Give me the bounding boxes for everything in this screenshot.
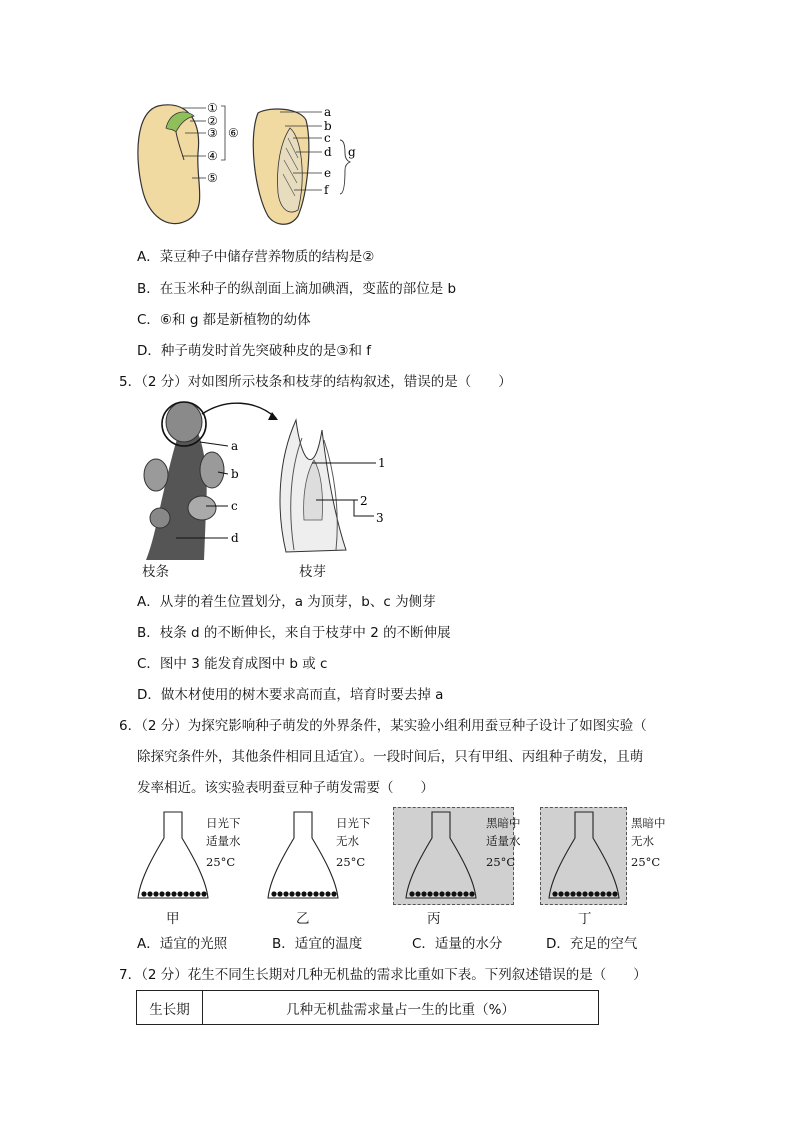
- label-c: c: [324, 131, 331, 145]
- caption-twig: 枝条: [142, 564, 169, 580]
- flask-bing-name: 丙: [427, 911, 441, 927]
- q4-option-d: D．种子萌发时首先突破种皮的是③和 f: [137, 343, 372, 359]
- twig-label-d: d: [231, 531, 239, 545]
- caption-bud: 枝芽: [299, 564, 326, 580]
- flask-yi-name: 乙: [296, 911, 310, 927]
- flask-yi-cond2: 无水: [336, 834, 359, 848]
- flask-jia-cond2: 适量水: [206, 834, 241, 848]
- q6-option-a: A．适宜的光照: [137, 936, 228, 952]
- label-b: b: [324, 119, 332, 133]
- q4-option-a: A．菜豆种子中储存营养物质的结构是②: [137, 249, 375, 265]
- q6-option-b: B．适宜的温度: [272, 936, 363, 952]
- q6-stem-line-1: 6．（2 分）为探究影响种子萌发的外界条件，某实验小组利用蚕豆种子设计了如图实验（: [119, 718, 647, 734]
- q7-stem: 7．（2 分）花生不同生长期对几种无机盐的需求比重如下表。下列叙述错误的是（ ）: [119, 967, 647, 983]
- q5-option-c: C．图中 3 能发育成图中 b 或 c: [137, 656, 328, 672]
- label-g: g: [348, 145, 356, 159]
- flask-bing-cond2: 适量水: [486, 834, 521, 848]
- header-mineral-ratio: 几种无机盐需求量占一生的比重（%）: [203, 991, 599, 1025]
- label-3: ③: [207, 126, 218, 140]
- flask-bing-cond1: 黑暗中: [486, 816, 521, 830]
- label-d: d: [324, 145, 332, 159]
- flask-yi-temp: 25°C: [336, 855, 366, 869]
- flask-jia-cond1: 日光下: [206, 816, 241, 830]
- label-f: f: [324, 183, 329, 197]
- label-2: ②: [207, 114, 218, 128]
- twig-label-b: b: [231, 467, 239, 481]
- twig-bud-diagram: [136, 400, 396, 560]
- q6-option-d: D．充足的空气: [546, 936, 638, 952]
- flask-jia-temp: 25°C: [206, 855, 236, 869]
- table-header-row: [137, 991, 599, 1025]
- q5-stem: 5．（2 分）对如图所示枝条和枝芽的结构叙述，错误的是（ ）: [119, 374, 512, 390]
- label-6: ⑥: [228, 126, 239, 140]
- q5-option-d: D．做木材使用的树木要求高而直，培育时要去掉 a: [137, 687, 444, 703]
- q6-option-c: C．适量的水分: [412, 936, 503, 952]
- flask-ding-temp: 25°C: [631, 855, 661, 869]
- q6-stem-line-3: 发率相近。该实验表明蚕豆种子萌发需要（ ）: [137, 780, 434, 796]
- label-e: e: [324, 166, 332, 180]
- label-1: ①: [207, 101, 218, 115]
- twig-label-a: a: [231, 439, 239, 453]
- q5-option-b: B．枝条 d 的不断伸长，来自于枝芽中 2 的不断伸展: [137, 625, 451, 641]
- q4-option-c: C．⑥和 g 都是新植物的幼体: [137, 312, 311, 328]
- bud-label-3: 3: [376, 511, 384, 525]
- flask-bing-temp: 25°C: [486, 855, 516, 869]
- header-growth-stage: 生长期: [137, 991, 203, 1025]
- q6-stem-line-2: 除探究条件外，其他条件相同且适宜）。一段时间后，只有甲组、丙组种子萌发，且萌: [137, 749, 644, 765]
- q7-table: [136, 990, 599, 1025]
- bud-label-2: 2: [360, 494, 368, 508]
- q4-option-b: B．在玉米种子的纵剖面上滴加碘酒，变蓝的部位是 b: [137, 281, 457, 297]
- flask-ding-cond2: 无水: [631, 834, 654, 848]
- label-5: ⑤: [207, 171, 218, 185]
- bud-label-1: 1: [378, 456, 386, 470]
- flask-yi-cond1: 日光下: [336, 816, 371, 830]
- twig-label-c: c: [231, 499, 238, 513]
- label-4: ④: [207, 149, 218, 163]
- flask-ding-name: 丁: [578, 911, 592, 927]
- seed-diagrams: [130, 98, 370, 233]
- q5-option-a: A．从芽的着生位置划分，a 为顶芽，b、c 为侧芽: [137, 594, 436, 610]
- flask-ding-cond1: 黑暗中: [631, 816, 666, 830]
- label-a: a: [324, 105, 332, 119]
- flask-jia-name: 甲: [166, 911, 180, 927]
- flask-ding: [547, 808, 627, 906]
